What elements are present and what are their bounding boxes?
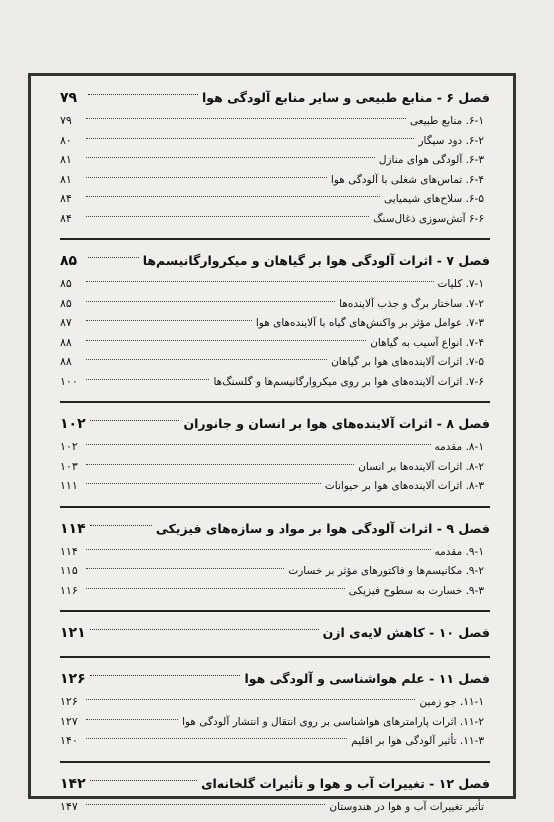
toc-entry[interactable]: [60, 692, 490, 712]
dot-leader: [86, 340, 366, 341]
dot-leader: [86, 483, 321, 484]
entry-title: ۶-۲. دود سیگار: [418, 134, 484, 147]
chapter-page-number: ۱۲۶: [60, 671, 86, 687]
chapter-page-number: ۷۹: [60, 90, 78, 106]
toc-entry[interactable]: [60, 712, 490, 732]
chapter-10: [60, 620, 490, 646]
entry-title: ۶-۶ آتش‌سوزی ذغال‌سنگ: [373, 212, 484, 225]
chapter-page-number: ۸۵: [60, 253, 78, 269]
chapter-divider: [60, 610, 490, 612]
entry-title: ۷-۶. اثرات آلاینده‌های هوا بر روی میکروارگانیسم‌ها و گلسنگ‌ها: [213, 375, 484, 388]
toc-entry[interactable]: [60, 274, 490, 294]
chapter-6: [60, 85, 490, 228]
dot-leader: [86, 464, 354, 465]
entry-page-number: ۸۴: [60, 192, 72, 205]
dot-leader: [86, 281, 434, 282]
dot-leader: [86, 157, 375, 158]
chapter-heading[interactable]: [60, 771, 490, 797]
chapter-heading[interactable]: [60, 666, 490, 692]
entry-page-number: ۱۰۳: [60, 459, 78, 473]
chapter-page-number: ۱۱۴: [60, 520, 86, 537]
entry-title: ۹-۲. مکانیسم‌ها و فاکتورهای مؤثر بر خسارت: [288, 565, 484, 577]
dot-leader: [86, 568, 284, 569]
entry-title: ۸-۲. اثرات آلاینده‌ها بر انسان: [358, 460, 484, 473]
toc-entry[interactable]: [60, 170, 490, 190]
chapter-title: فصل ۹ - اثرات آلودگی هوا بر مواد و سازه‌های فیزیکی: [155, 520, 490, 536]
entry-title: ۶-۴. تماس‌های شغلی با آلودگی هوا: [330, 173, 484, 186]
entry-title: ۹-۱. مقدمه: [434, 545, 484, 558]
toc-entry[interactable]: [60, 731, 490, 751]
entry-title: ۶-۵. سلاح‌های شیمیایی: [384, 193, 484, 205]
dot-leader: [90, 525, 152, 526]
entry-page-number: ۷۹: [60, 114, 72, 127]
dot-leader: [86, 196, 380, 197]
chapter-title: فصل ۱۱ - علم هواشناسی و آلودگی هوا: [244, 671, 490, 686]
chapter-title: فصل ۸ - اثرات آلاینده‌های هوا بر انسان و جانوران: [183, 416, 490, 431]
entry-page-number: ۱۱۵: [60, 564, 78, 577]
chapter-heading[interactable]: [60, 85, 490, 111]
entry-title: ۹-۳. خسارت به سطوح فیزیکی: [348, 584, 484, 597]
chapter-9: [60, 516, 490, 601]
entry-page-number: ۱۴۷: [60, 799, 78, 813]
entry-page-number: ۸۱: [60, 153, 72, 166]
toc-entry[interactable]: [60, 372, 490, 392]
toc-entry[interactable]: [60, 150, 490, 170]
entry-page-number: ۸۰: [60, 133, 72, 147]
chapter-title: فصل ۷ - اثرات آلودگی هوا بر گیاهان و میکروارگانیسم‌ها: [142, 253, 490, 268]
toc-entry[interactable]: [60, 209, 490, 229]
toc-entry[interactable]: [60, 111, 490, 131]
dot-leader: [86, 738, 347, 739]
chapter-page-number: ۱۲۱: [60, 625, 86, 641]
dot-leader: [86, 177, 327, 178]
dot-leader: [90, 420, 180, 421]
chapter-divider: [60, 401, 490, 403]
dot-leader: [86, 359, 327, 360]
dot-leader: [86, 444, 431, 445]
entry-title: ۷-۱. کلیات: [437, 278, 484, 290]
entry-page-number: ۸۸: [60, 355, 72, 368]
entry-title: ۶-۱. منابع طبیعی: [409, 115, 484, 127]
entry-title: تأثیر تغییرات آب و هوا در هندوستان: [329, 800, 484, 813]
entry-page-number: ۸۵: [60, 277, 72, 290]
toc-entry[interactable]: [60, 313, 490, 333]
dot-leader: [86, 379, 209, 380]
entry-page-number: ۱۲۶: [60, 695, 78, 708]
dot-leader: [86, 320, 252, 321]
toc-entry[interactable]: [60, 542, 490, 562]
chapter-12: [60, 771, 490, 817]
entry-title: ۸-۳. اثرات آلاینده‌های هوا بر حیوانات: [324, 480, 484, 492]
chapter-11: [60, 666, 490, 751]
entry-title: ۸-۱. مقدمه: [434, 441, 484, 453]
entry-title: ۷-۴. انواع آسیب به گیاهان: [370, 336, 484, 349]
toc-entry[interactable]: [60, 457, 490, 477]
dot-leader: [86, 699, 415, 700]
dot-leader: [90, 675, 241, 676]
toc-entry[interactable]: [60, 352, 490, 372]
toc-entry[interactable]: [60, 437, 490, 457]
chapter-divider: [60, 238, 490, 240]
dot-leader: [86, 549, 431, 550]
dot-leader: [86, 301, 335, 302]
chapter-page-number: ۱۰۲: [60, 416, 86, 432]
toc-entry[interactable]: [60, 189, 490, 209]
entry-title: ۱۱-۲. اثرات پارامترهای هواشناسی بر روی انتقال و انتشار آلودگی هوا: [182, 715, 484, 728]
entry-title: ۷-۲. ساختار برگ و جذب آلاینده‌ها: [339, 297, 484, 310]
toc-entry[interactable]: [60, 476, 490, 496]
entry-page-number: ۸۵: [60, 296, 72, 310]
toc-entry[interactable]: [60, 581, 490, 601]
chapter-divider: [60, 506, 490, 508]
entry-page-number: ۱۱۱: [60, 479, 78, 492]
table-of-contents: [60, 85, 490, 816]
entry-title: ۶-۳. آلودگی هوای منازل: [378, 154, 484, 166]
entry-page-number: ۸۸: [60, 335, 72, 349]
entry-title: ۱۱-۳. تأثیر آلودگی هوا بر اقلیم: [351, 735, 484, 747]
dot-leader: [86, 118, 406, 119]
toc-entry[interactable]: [60, 333, 490, 353]
dot-leader: [86, 216, 369, 217]
dot-leader: [86, 588, 345, 589]
entry-page-number: ۸۴: [60, 211, 72, 225]
chapter-page-number: ۱۴۲: [60, 775, 86, 792]
dot-leader: [86, 138, 414, 139]
entry-page-number: ۱۱۴: [60, 544, 78, 558]
chapter-heading[interactable]: [60, 620, 490, 646]
entry-page-number: ۱۰۰: [60, 374, 78, 388]
entry-title: ۷-۵. اثرات آلاینده‌های هوا بر گیاهان: [331, 356, 484, 368]
chapter-divider: [60, 761, 490, 763]
dot-leader: [90, 780, 197, 781]
entry-page-number: ۱۲۷: [60, 714, 78, 728]
entry-title: ۷-۳. عوامل مؤثر بر واکنش‌های گیاه با آلاینده‌های هوا: [255, 317, 484, 329]
dot-leader: [86, 719, 178, 720]
chapter-7: [60, 248, 490, 391]
toc-entry[interactable]: [60, 294, 490, 314]
entry-page-number: ۱۰۲: [60, 440, 78, 453]
dot-leader: [86, 804, 325, 805]
chapter-heading[interactable]: [60, 248, 490, 274]
entry-title: ۱۱-۱. جو زمین: [419, 696, 484, 708]
dot-leader: [88, 257, 139, 258]
chapter-title: فصل ۱۰ - کاهش لایه‌ی ازن: [322, 625, 490, 640]
toc-entry[interactable]: [60, 561, 490, 581]
entry-page-number: ۱۱۶: [60, 583, 78, 597]
toc-entry[interactable]: [60, 131, 490, 151]
chapter-title: فصل ۶ - منابع طبیعی و سایر منابع آلودگی هوا: [201, 90, 490, 105]
dot-leader: [90, 629, 319, 630]
chapter-heading[interactable]: [60, 411, 490, 437]
chapter-8: [60, 411, 490, 496]
chapter-title: فصل ۱۲ - تغییرات آب و هوا و تأثیرات گلخانه‌ای: [201, 775, 490, 791]
entry-page-number: ۱۴۰: [60, 734, 78, 747]
dot-leader: [88, 94, 198, 95]
toc-entry[interactable]: [60, 797, 490, 817]
entry-page-number: ۸۷: [60, 316, 72, 329]
entry-page-number: ۸۱: [60, 172, 72, 186]
chapter-divider: [60, 656, 490, 658]
chapter-heading[interactable]: [60, 516, 490, 542]
